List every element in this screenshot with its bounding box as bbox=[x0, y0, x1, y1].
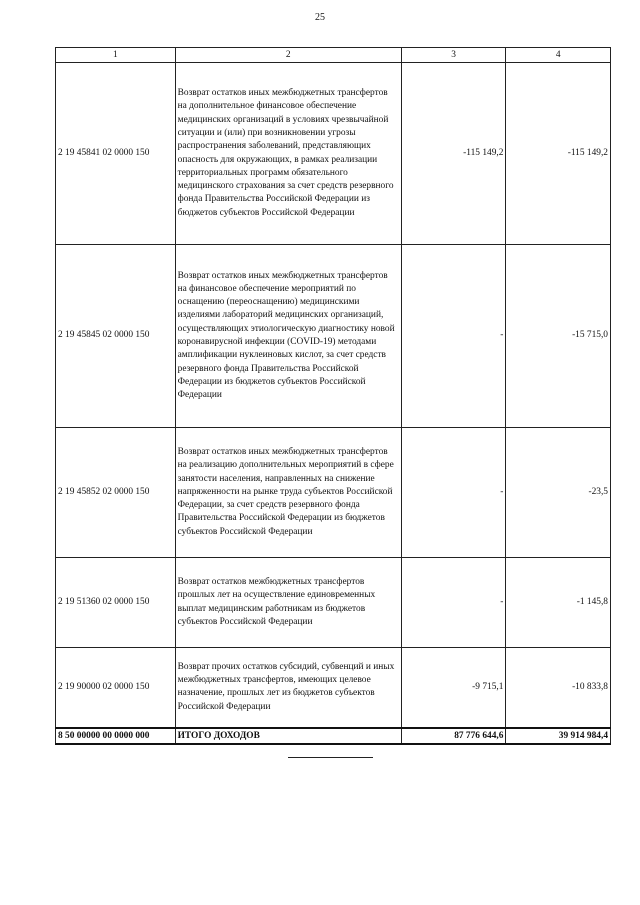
total-value-col4: 39 914 984,4 bbox=[506, 728, 611, 744]
total-label: ИТОГО ДОХОДОВ bbox=[175, 728, 401, 744]
row-name: Возврат остатков иных межбюджетных трансфертов на реализацию дополнительных мероприятий в сфере занятости населения, направленных на снижение напряженности на рынке труда субъектов Российской Федерации, за счет средств резервного фонда Правительства Российской Федерации из бюджетов субъектов Российской Федерации bbox=[175, 428, 401, 558]
row-name: Возврат остатков межбюджетных трансфертов прошлых лет на осуществление единовременных выплат медицинским работникам из бюджетов субъектов Российской Федерации bbox=[175, 558, 401, 648]
row-value-col4: -1 145,8 bbox=[506, 558, 611, 648]
row-value-col3: - bbox=[401, 558, 506, 648]
row-value-col4: -23,5 bbox=[506, 428, 611, 558]
row-value-col3: -9 715,1 bbox=[401, 648, 506, 728]
document-end-divider bbox=[288, 757, 373, 758]
row-value-col4: -15 715,0 bbox=[506, 245, 611, 428]
page-number: 25 bbox=[315, 12, 325, 23]
row-code: 2 19 45841 02 0000 150 bbox=[56, 63, 176, 245]
table-row bbox=[56, 245, 611, 428]
row-code: 2 19 45852 02 0000 150 bbox=[56, 428, 176, 558]
row-value-col3: - bbox=[401, 428, 506, 558]
total-value-col3: 87 776 644,6 bbox=[401, 728, 506, 744]
column-header-4: 4 bbox=[506, 48, 611, 63]
row-value-col4: -115 149,2 bbox=[506, 63, 611, 245]
row-value-col3: -115 149,2 bbox=[401, 63, 506, 245]
table-row bbox=[56, 428, 611, 558]
total-row bbox=[56, 728, 611, 744]
row-name: Возврат прочих остатков субсидий, субвенций и иных межбюджетных трансфертов, имеющих целевое назначение, прошлых лет из бюджетов субъектов Российской Федерации bbox=[175, 648, 401, 728]
row-code: 2 19 51360 02 0000 150 bbox=[56, 558, 176, 648]
row-name: Возврат остатков иных межбюджетных трансфертов на дополнительное финансовое обеспечение медицинских организаций в условиях чрезвычайной ситуации и (или) при возникновении угрозы распространения заболеваний, представляющих опасность для окружающих, в рамках реализации территориальных программ обязательного медицинского страхования за счет средств резервного фонда Правительства Российской Федерации из бюджетов субъектов Российской Федерации bbox=[175, 63, 401, 245]
table-header-row bbox=[56, 48, 611, 63]
column-header-1: 1 bbox=[56, 48, 176, 63]
row-value-col3: - bbox=[401, 245, 506, 428]
column-header-3: 3 bbox=[401, 48, 506, 63]
row-code: 2 19 90000 02 0000 150 bbox=[56, 648, 176, 728]
table-row bbox=[56, 558, 611, 648]
table-row bbox=[56, 63, 611, 245]
row-code: 2 19 45845 02 0000 150 bbox=[56, 245, 176, 428]
table-row bbox=[56, 648, 611, 728]
total-code: 8 50 00000 00 0000 000 bbox=[56, 728, 176, 744]
row-name: Возврат остатков иных межбюджетных трансфертов на финансовое обеспечение мероприятий по оснащению (переоснащению) медицинскими изделиями лабораторий медицинских организаций, осуществляющих этиологическую диагностику новой коронавирусной инфекции (COVID-19) методами амплификации нуклеиновых кислот, за счет средств резервного фонда Правительства Российской Федерации из бюджетов субъектов Российской Федерации bbox=[175, 245, 401, 428]
revenue-table bbox=[55, 47, 611, 745]
row-value-col4: -10 833,8 bbox=[506, 648, 611, 728]
column-header-2: 2 bbox=[175, 48, 401, 63]
